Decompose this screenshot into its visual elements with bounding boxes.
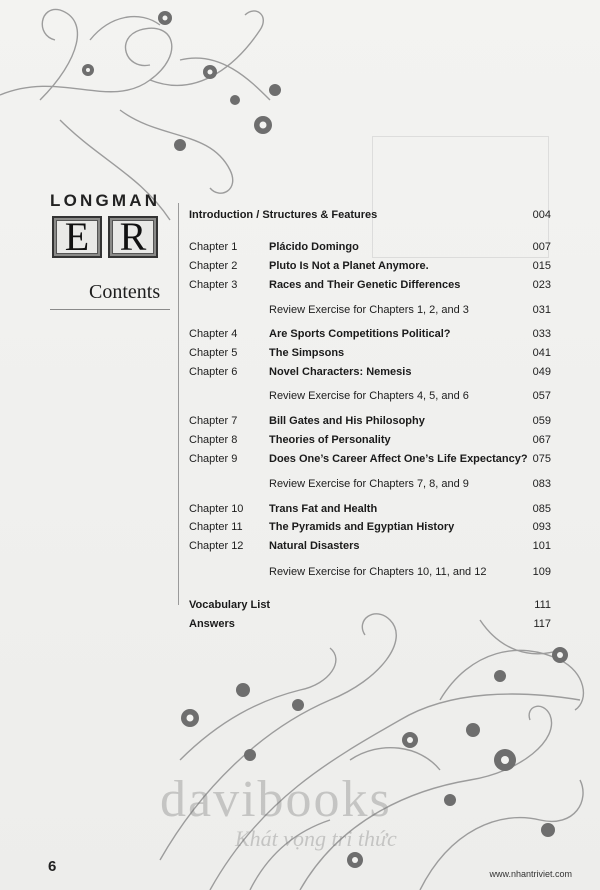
contents-heading: Contents [89, 281, 161, 303]
toc-chapter: Chapter 7 [189, 415, 238, 427]
toc-row-review[interactable] [189, 302, 551, 318]
toc-chapter: Chapter 2 [189, 260, 238, 272]
toc-chapter: Chapter 6 [189, 366, 238, 378]
toc-title: Trans Fat and Health [269, 503, 378, 515]
toc-chapter: Chapter 5 [189, 347, 238, 359]
toc-page: 109 [532, 566, 551, 578]
toc-divider [178, 203, 179, 605]
toc-page: 067 [532, 434, 551, 446]
toc-row[interactable] [189, 432, 551, 448]
watermark-tagline: Khát vọng tri thức [235, 826, 397, 851]
toc-title: Races and Their Genetic Differences [269, 279, 461, 291]
toc-chapter: Chapter 10 [189, 503, 244, 515]
toc-title: Review Exercise for Chapters 4, 5, and 6 [269, 390, 469, 402]
toc-title: Bill Gates and His Philosophy [269, 415, 425, 427]
page-number: 6 [48, 858, 57, 875]
logo-tile-e [52, 216, 102, 258]
toc-row[interactable] [189, 451, 551, 467]
toc-row[interactable] [189, 277, 551, 293]
toc-row[interactable] [189, 326, 551, 342]
toc-row-review[interactable] [189, 476, 551, 492]
toc-title: The Pyramids and Egyptian History [269, 521, 455, 533]
toc-title: Pluto Is Not a Planet Anymore. [269, 260, 429, 272]
toc-row[interactable] [189, 239, 551, 255]
toc-chapter: Chapter 8 [189, 434, 238, 446]
toc-row[interactable] [189, 364, 551, 380]
toc-title: Novel Characters: Nemesis [269, 366, 412, 378]
toc-chapter: Chapter 1 [189, 241, 238, 253]
toc-row-vocabulary[interactable] [189, 597, 551, 613]
toc-page: 101 [532, 540, 551, 552]
logo-tile-r [108, 216, 158, 258]
toc-title: Answers [189, 618, 235, 630]
logo-letter-e: E [64, 214, 90, 259]
logo-letter-r: R [119, 214, 147, 259]
toc-title: Theories of Personality [269, 434, 391, 446]
toc-row[interactable] [189, 258, 551, 274]
toc-chapter: Chapter 3 [189, 279, 238, 291]
publisher-url[interactable]: www.nhantriviet.com [489, 869, 572, 879]
toc-row[interactable] [189, 538, 551, 554]
toc-page: 031 [532, 304, 551, 316]
toc-title: Introduction / Structures & Features [189, 209, 378, 221]
toc-title: Are Sports Competitions Political? [269, 328, 451, 340]
toc-row-answers[interactable] [189, 616, 551, 632]
er-logo [52, 216, 162, 258]
toc-row-review[interactable] [189, 388, 551, 404]
toc-page: 041 [532, 347, 551, 359]
toc-title: The Simpsons [269, 347, 345, 359]
toc-row[interactable] [189, 519, 551, 535]
toc-chapter: Chapter 9 [189, 453, 238, 465]
toc-row[interactable] [189, 345, 551, 361]
toc-page: 015 [532, 260, 551, 272]
toc-title: Does One’s Career Affect One’s Life Expectancy? [269, 453, 528, 465]
toc-page: 059 [532, 415, 551, 427]
toc-title: Review Exercise for Chapters 10, 11, and 12 [269, 566, 487, 578]
toc-page: 033 [532, 328, 551, 340]
brand-name: LONGMAN [50, 191, 161, 210]
toc-chapter: Chapter 11 [189, 521, 243, 533]
toc-page: 004 [532, 209, 551, 221]
toc-chapter: Chapter 4 [189, 328, 238, 340]
brand-divider [50, 309, 170, 310]
toc-title: Review Exercise for Chapters 7, 8, and 9 [269, 478, 469, 490]
toc-row-intro[interactable] [189, 207, 551, 223]
toc-chapter: Chapter 12 [189, 540, 244, 552]
toc-page: 083 [532, 478, 551, 490]
toc-title: Review Exercise for Chapters 1, 2, and 3 [269, 304, 469, 316]
toc-row[interactable] [189, 501, 551, 517]
toc-title: Vocabulary List [189, 599, 271, 611]
brand-block [50, 191, 170, 303]
toc-row-review[interactable] [189, 564, 551, 580]
toc-row[interactable] [189, 413, 551, 429]
toc-page: 049 [532, 366, 551, 378]
toc-page: 093 [532, 521, 551, 533]
watermark-logo: davibooks [160, 771, 392, 828]
toc-page: 007 [532, 241, 551, 253]
toc-title: Plácido Domingo [269, 241, 359, 253]
toc-page: 117 [533, 618, 551, 630]
toc-page: 111 [534, 599, 551, 611]
toc-title: Natural Disasters [269, 540, 360, 552]
toc-page: 075 [532, 453, 551, 465]
toc-page: 085 [532, 503, 551, 515]
toc-page: 057 [532, 390, 551, 402]
toc-page: 023 [532, 279, 551, 291]
